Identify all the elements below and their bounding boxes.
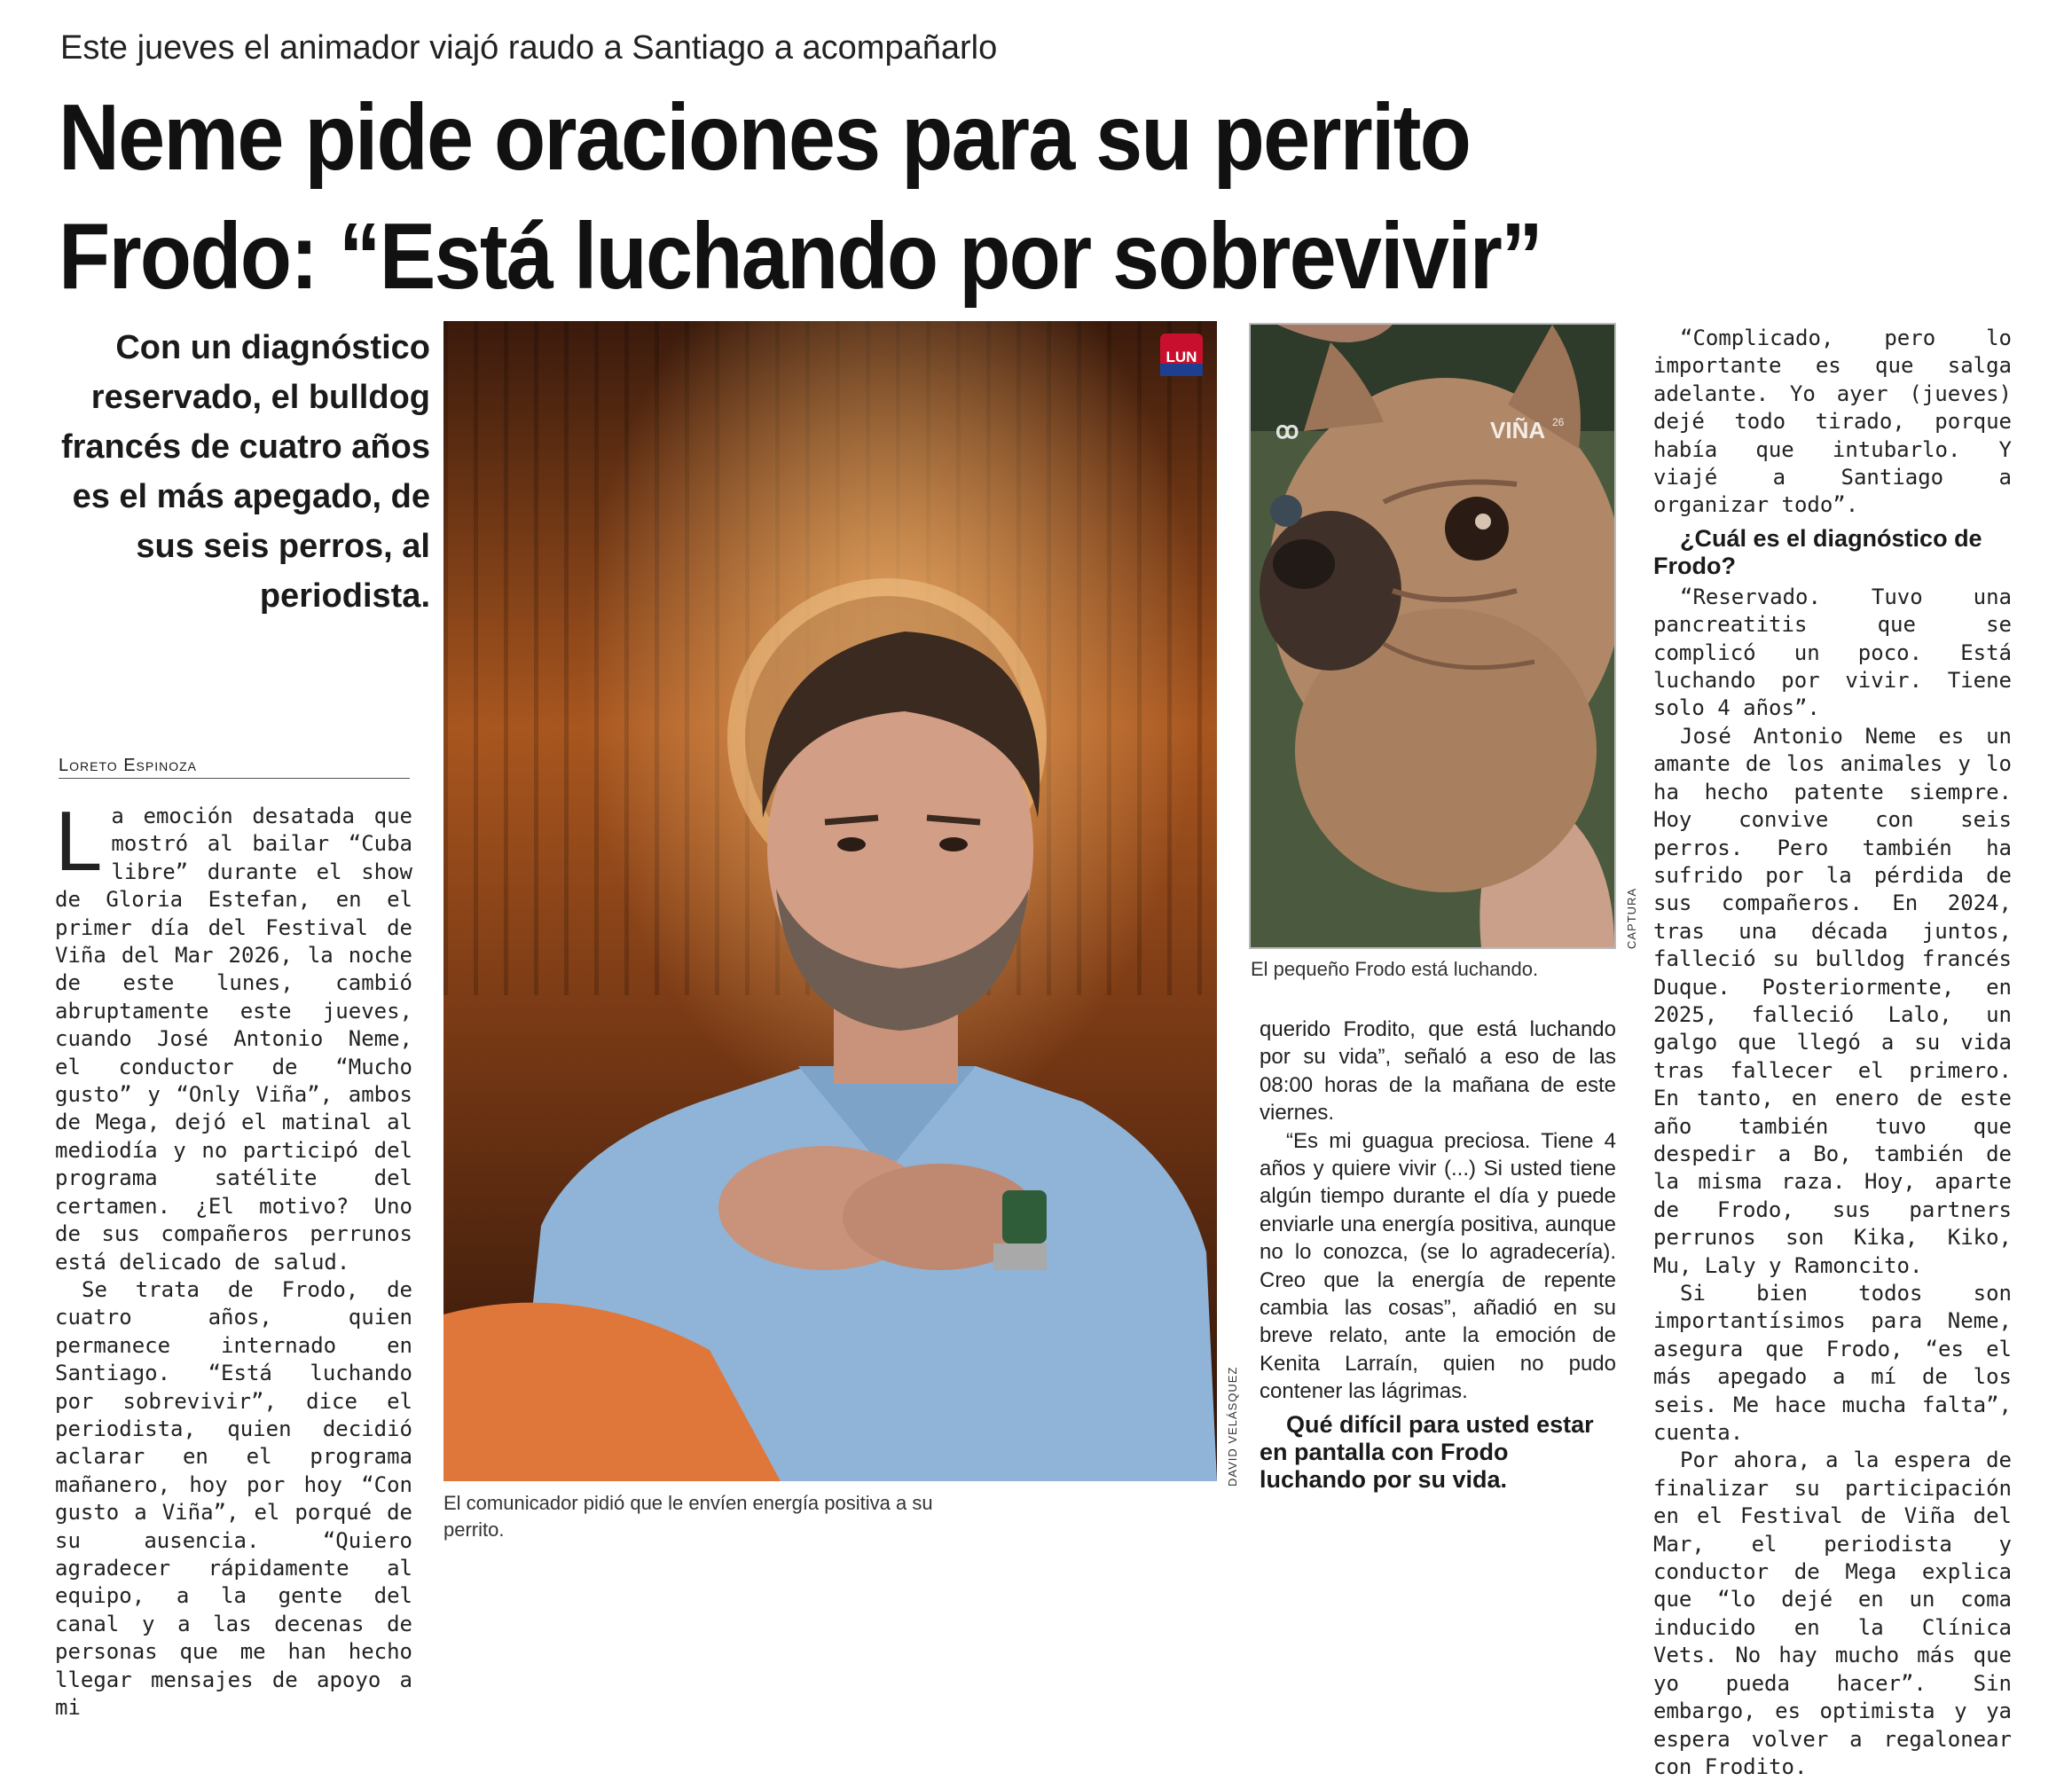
paragraph: José Antonio Neme es un amante de los animales y lo ha hecho patente siempre. Hoy convive con seis perros. Pero también ha sufrido por la pérdida de sus compañeros. En 2024, tras una década juntos, falleció su bulldog francés Duque. Posteriormente, en 2025, falleció Lalo, un galgo que llegó a su vida tras fallecer el primero. En tanto, en enero de este año también tuvo que despedir a Bo, también de la misma raza. Hoy, aparte de Frodo, sus partners perrunos son Kika, Kiko, Mu, Laly y Ramoncito. <box>1653 723 2012 1278</box>
vina-watermark-text: VIÑA <box>1490 417 1546 443</box>
article-kicker: Este jueves el animador viajó raudo a Santiago a acompañarlo <box>60 29 998 67</box>
photo-caption: El pequeño Frodo está luchando. <box>1251 958 1539 980</box>
interview-question: Qué difícil para usted estar en pantalla con Frodo luchando por su vida. <box>1260 1410 1594 1493</box>
main-photo <box>443 321 1217 1481</box>
paragraph: “Es mi guagua preciosa. Tiene 4 años y quiere vivir (...) Si usted tiene algún tiempo durante el día y puede enviarle una energía positiva, aunque no lo conozca, (se lo agradecería). Creo que la energía de repente cambia las cosas”, añadió en su breve relato, ante la emoción de Kenita Larraín, quien no pudo contener las lágrimas. <box>1260 1128 1616 1404</box>
dog-photo <box>1249 323 1616 949</box>
text-column-1 <box>55 794 412 1722</box>
text-column-3 <box>1260 1016 1616 1497</box>
headline-line-2: Frodo: “Está luchando por sobrevivir” <box>59 204 1542 309</box>
paragraph: Por ahora, a la espera de finalizar su participación en el Festival de Viña del Mar, el periodista y conductor de Mega explica que “lo dejé en un coma inducido en la Clínica Vets. No hay mucho más que yo pueda hacer”. Sin embargo, es optimista y ya espera volver a regalonear con Frodito. <box>1653 1448 2012 1779</box>
paragraph: “Complicado, pero lo importante es que salga adelante. Yo ayer (jueves) dejé todo tirado, porque había que intubarlo. Y viajé a Santiago a organizar todo”. <box>1653 326 2012 518</box>
lun-logo <box>1160 333 1203 376</box>
mega-logo-icon: ꝏ <box>1275 417 1299 443</box>
article-deck: Con un diagnóstico reservado, el bulldog francés de cuatro años es el más apegado, de sus seis perros, al periodista. <box>60 329 430 615</box>
paragraph-text: a emoción desatada que mostró al bailar “Cuba libre” durante el show de Gloria Estefan, en el primer día del Festival de Viña del Mar 2026, la noche de este lunes, cambió abruptamente este jueves, cuando José Antonio Neme, el conductor de “Mucho gusto” y “Only Viña”, ambos de Mega, dejó el matinal al mediodía y no participó del programa satélite del certamen. ¿El motivo? Uno de sus compañeros perrunos está delicado de salud. <box>55 804 412 1275</box>
portrait-illustration <box>443 321 1217 1481</box>
headline-line-1: Neme pide oraciones para su perrito <box>59 85 1471 190</box>
photo-credit: CAPTURA <box>1625 887 1638 949</box>
photo-credit: DAVID VELÁSQUEZ <box>1226 1366 1239 1487</box>
interview-question: ¿Cuál es el diagnóstico de Frodo? <box>1653 524 1982 579</box>
dog-illustration <box>1251 325 1614 947</box>
article-headline <box>59 78 1591 316</box>
text-column-4 <box>1653 325 2012 1781</box>
photo-caption: El comunicador pidió que le envíen energía positiva a su perrito. <box>443 1492 933 1541</box>
lun-logo-text: LUN <box>1166 349 1197 365</box>
vina-watermark-year: 26 <box>1552 416 1565 428</box>
drop-cap: L <box>55 794 103 889</box>
paragraph: Si bien todos son importantísimos para Neme, asegura que Frodo, “es el más apegado a mí de los seis. Me hace mucha falta”, cuenta. <box>1653 1281 2012 1446</box>
paragraph: querido Frodito, que está luchando por su vida”, señaló a eso de las 08:00 horas de la mañana de este viernes. <box>1260 1017 1616 1126</box>
paragraph <box>55 794 412 1276</box>
paragraph: “Reservado. Tuvo una pancreatitis que se complicó un poco. Está luchando por vivir. Tiene solo 4 años”. <box>1653 584 2012 721</box>
paragraph: Se trata de Frodo, de cuatro años, quien permanece internado en Santiago. “Está luchando por sobrevivir”, dice el periodista, quien decidió aclarar en el programa mañanero, hoy por hoy “Con gusto a Viña”, el porqué de su ausencia. “Quiero agradecer rápidamente al equipo, a la gente del canal y a las decenas de personas que me han hecho llegar mensajes de apoyo a mi <box>55 1276 412 1720</box>
article-byline: Loreto Espinoza <box>59 756 410 779</box>
